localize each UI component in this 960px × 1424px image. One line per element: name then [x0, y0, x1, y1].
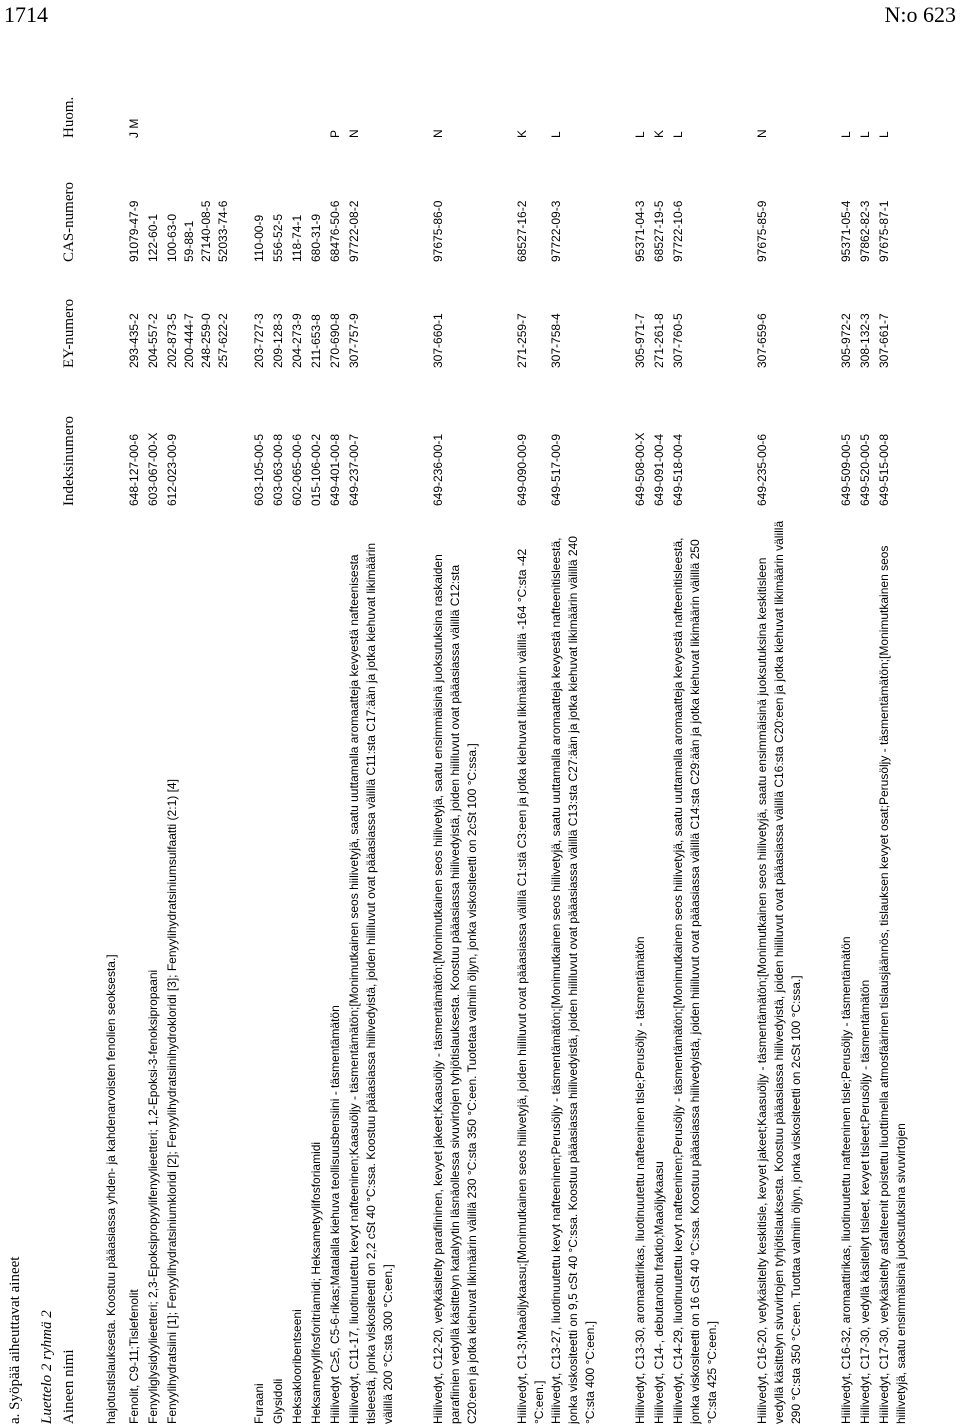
note: L [549, 131, 563, 138]
index-number: 649-509-00-5 [839, 433, 853, 506]
cas-number: 97722-10-6 [671, 200, 685, 262]
ey-number: 270-690-8 [328, 313, 342, 368]
substance-name: Heksametyylifosforitriamidi; Heksametyylifosforiamidi [309, 1141, 323, 1424]
ey-number: 203-727-3 [252, 313, 266, 368]
ey-number: 307-760-5 [671, 313, 685, 368]
index-number: 648-127-00-6 [127, 433, 141, 506]
index-number: 649-237-00-7 [347, 433, 361, 506]
index-number: 649-235-00-6 [755, 433, 769, 506]
table-row [164, 40, 230, 1424]
ey-number: 271-259-7 [515, 313, 529, 368]
index-number: 649-090-00-9 [515, 433, 529, 506]
column-header-note: Huom. [61, 96, 77, 138]
ey-number: 293-435-2 [127, 313, 141, 368]
substance-name: Hiilivedyt, C17-30, vedyllä käsitellyt tisleet, kevyet tisleet;Perusöljy - täsmentämätön [858, 979, 872, 1424]
ey-number: 209-128-3 [271, 313, 285, 368]
index-number: 649-508-00-X [633, 432, 647, 506]
cas-number: 97862-82-3 [858, 200, 872, 262]
table-row [430, 40, 481, 1424]
cas-number: 118-74-1 [290, 214, 304, 262]
rotated-table [0, 40, 960, 1424]
cas-number: 68527-19-5 [652, 200, 666, 262]
section-title: a. Syöpää aiheuttavat aineet [7, 1256, 23, 1424]
ey-number: 307-659-6 [755, 313, 769, 368]
table-row [251, 40, 268, 1424]
table-row [876, 40, 910, 1424]
cas-number: 68476-50-6 [328, 200, 342, 262]
ey-number: 204-557-2 [146, 313, 160, 368]
substance-name: Hiilivedyt, C13-30, aromaattirikas, liuotinuutettu nafteeninen tisle;Perusöljy - täsmentämätön [633, 936, 647, 1424]
index-number: 649-091-00-4 [652, 433, 666, 506]
substance-name: Hiilivedyt, C16-32, aromaattirikas, liuotinuutettu nafteeninen tisle;Perusöljy - täsmentämätön [839, 936, 853, 1424]
substance-name: Hiilivedyt, C17-30, vetykäsitelty asfalteenit poistettu liuottimella atmosfäärinen tislausjäännös, tislauksen kevyet osat;Perusöljy - täsmentämätön;[Monimutkainen seos hiilivetyjä, saatu ensimmäisinä juoksutuksina sivuvirtojen [877, 545, 908, 1424]
index-number: 603-063-00-8 [271, 433, 285, 506]
cas-number: 97675-87-1 [877, 200, 891, 262]
cas-number: 110-00-9 [252, 214, 266, 262]
substance-name: Furaani [252, 1383, 266, 1424]
index-number: 603-067-00-X [146, 432, 160, 506]
note: L [633, 131, 647, 138]
note: L [839, 131, 853, 138]
table-row [670, 40, 721, 1424]
index-number: 649-515-00-8 [877, 433, 891, 506]
ey-number: 305-972-2 [839, 313, 853, 368]
cas-number: 97675-86-0 [431, 200, 445, 262]
table-row [145, 40, 162, 1424]
note: N [431, 129, 445, 138]
ey-number: 307-661-7 [877, 313, 891, 368]
table-row [548, 40, 599, 1424]
table-row [632, 40, 649, 1424]
column-header-index: Indeksinumero [61, 416, 77, 506]
ey-number: 202-873-5 200-444-7 248-259-0 257-622-2 [165, 313, 230, 368]
table-row [289, 40, 306, 1424]
cas-number: 68527-16-2 [515, 200, 529, 262]
intro-text: hajotustislauksesta. Koostuu pääasiassa yhden- ja kahdenarvoisten fenolien seoksesta.] [104, 954, 118, 1424]
ey-number: 204-273-9 [290, 313, 304, 368]
ey-number: 305-971-7 [633, 313, 647, 368]
note: L [877, 131, 891, 138]
index-number: 649-518-00-4 [671, 433, 685, 506]
index-number: 603-105-00-5 [252, 433, 266, 506]
index-number: 612-023-00-9 [165, 433, 179, 506]
page-number: 1714 [4, 2, 48, 27]
cas-number: 556-52-5 [271, 213, 285, 262]
substance-name: Hiilivedyt, C12-20, vetykäsitelty parafiininen, kevyet jakeet;Kaasuöljy - täsmentämätön;[Monimutkainen seos hiilivetyjä, saatu ensimmäisinä juoksutuksina raskaiden parafiinien vedyllä käsittelyn katalyytin läsnäollessa sivuvirtojen tyhjötislauksesta. Koostuu pääasiassa hiilivedyistä, joiden hiililuvut ovat pääasiassa välillä C12:sta C20:een ja jotka kiehuvat likimäärin välillä 230 °C:sta 350 °C:een. Tuotetaa valmiin öljyn, jonka viskositeetti on 2cSt 100 °C:ssa.] [431, 554, 479, 1424]
note: J M [127, 118, 141, 138]
cas-number: 95371-05-4 [839, 200, 853, 262]
substance-name: Fenyylihydratsiini [1]; Fenyylihydratsiniumkloridi [2]; Fenyylihydratsiinihydrokloridi [3]; Fenyylihydratsiniumsulfaatti (2:1) [4] [165, 779, 179, 1424]
index-number: 015-106-00-2 [309, 433, 323, 506]
ey-number: 307-660-1 [431, 313, 445, 368]
cas-number: 97722-08-2 [347, 200, 361, 262]
substance-name: Hiilivedyt C≥5, C5-6-rikas;Matalalla kiehuva teollisuusbensiini - täsmentämätön [328, 1005, 342, 1424]
note: P [328, 129, 342, 138]
ey-number: 211-653-8 [309, 314, 323, 368]
table-row [126, 40, 143, 1424]
index-number: 649-401-00-8 [328, 433, 342, 506]
table-row [346, 40, 397, 1424]
column-header-cas: CAS-numero [61, 182, 77, 262]
substance-name: Fenolit, C9-11;Tislefenolit [127, 1289, 141, 1424]
ey-number: 271-261-8 [652, 313, 666, 368]
table-row [651, 40, 668, 1424]
note: N [755, 129, 769, 138]
index-number: 602-065-00-6 [290, 433, 304, 506]
index-number: 649-517-00-9 [549, 433, 563, 506]
table-row [857, 40, 874, 1424]
cas-number: 100-63-0 59-88-1 27140-08-5 52033-74-6 [165, 200, 230, 262]
substance-name: Hiilivedyt, C16-20, vetykäsitelty keskitisle, kevyet jakeet;Kaasuöljy - täsmentämätön;[Monimutkainen seos hiilivetyjä, saatu ensimmäisinä juoksutuksina keskitisleen vedyllä käsittelyn sivuvirtojen tyhjötislauksesta. Koostuu pääasiassa hiilivedyistä, joiden hiililuvut ovat pääasiassa välillä C16:sta C20:een ja jotka kiehuvat likimäärin välillä 290 °C:sta 350 °C:een. Tuottaa valmiin öljyn, jonka viskositeetti on 2cSt 100 °C:ssa.] [755, 520, 803, 1424]
cas-number: 97722-09-3 [549, 200, 563, 262]
cas-number: 91079-47-9 [127, 200, 141, 262]
substance-name: Hiilivedyt, C14-29, liuotinuutettu kevyt nafteeninen;Perusöljy - täsmentämätön;[Monimutkainen seos hiilivetyjä, saatu uuttamalla aromaatteja kevyestä nafteenitisleestä, jonka viskositeetti on 16 cSt 40 °C:ssa. Koostuu pääasiassa hiilivedyistä, joiden hiililuvut ovat pääasiassa välillä C14:sta C29:ään ja jotka kiehuvat likimäärin välillä 250 °C:sta 425 °C:een.] [671, 537, 719, 1424]
table-row [754, 40, 805, 1424]
note: N [347, 129, 361, 138]
substance-name: Hiilivedyt, C13-27, liuotinuutettu kevyt nafteeninen;Perusöljy - täsmentämätön;[Monimutkainen seos hiilivetyjä, saatu uuttamalla aromaatteja kevyestä nafteenitisleestä, jonka viskositeetti on 9,5 cSt 40 °C:ssa. Koostuu pääasiassa hiilivedyistä, joiden hiililuvut ovat pääasiassa välillä C13:sta C27:ään ja jotka kiehuvat likimäärin välillä 240 °C:sta 400 °C:een.] [549, 536, 597, 1424]
ey-number: 307-757-9 [347, 313, 361, 368]
table-row [514, 40, 548, 1424]
substance-name: Glysidoli [271, 1378, 285, 1424]
cas-number: 97675-85-9 [755, 200, 769, 262]
note: L [858, 131, 872, 138]
substance-name: Hiilivedyt, C11-17, liuotinuutettu kevyt nafteeninen;Kaasuöljy - täsmentämätön;[Monimutkainen seos hiilivetyjä, saatu uuttamalla aromaatteja kevyestä nafteenisesta tisleestä, jonka viskositeetti on 2,2 cSt 40 °C:ssa. Koostuu pääasiassa hiilivedyistä, joiden hiililuvut ovat pääasiassa välillä C11:sta C17:ään ja jotka kiehuvat likimäärin välillä 200 °C:sta 300 °C:een.] [347, 542, 395, 1424]
index-number: 649-236-00-1 [431, 433, 445, 506]
substance-name: Fenyyliglysidyylieetteri; 2,3-Epoksipropyylifenyylieetteri; 1,2-Epoksi-3-fenoksipropaani [146, 969, 160, 1424]
table-row [327, 40, 344, 1424]
substance-name: Hiilivedyt, C1-3;Maaöljykaasu;[Monimutkainen seos hiilivetyjä, joiden hiililuvut ovat pääasiassa välillä C1:stä C3:een ja jotka kiehuvat likimäärin välillä -164 °C:sta -42 °C:een.] [515, 548, 546, 1424]
issue-number: N:o 623 [884, 2, 956, 27]
note: K [652, 129, 666, 138]
substance-name: Hiilivedyt, C14-, debutanoitu fraktio;Maaöljykaasu [652, 1161, 666, 1424]
note: K [515, 129, 529, 138]
ey-number: 307-758-4 [549, 313, 563, 368]
cas-number: 122-60-1 [146, 213, 160, 262]
note: L [671, 131, 685, 138]
column-header-name: Aineen nimi [61, 1349, 77, 1424]
table-row [270, 40, 287, 1424]
ey-number: 308-132-3 [858, 313, 872, 368]
cas-number: 95371-04-3 [633, 200, 647, 262]
table-row [308, 40, 325, 1424]
substance-name: Heksaklooribentseeni [290, 1309, 304, 1424]
table-row [838, 40, 855, 1424]
column-header-ey: EY-numero [61, 298, 77, 368]
group-title: Luettelo 2 ryhmä 2 [39, 1310, 55, 1424]
cas-number: 680-31-9 [309, 213, 323, 262]
index-number: 649-520-00-5 [858, 433, 872, 506]
